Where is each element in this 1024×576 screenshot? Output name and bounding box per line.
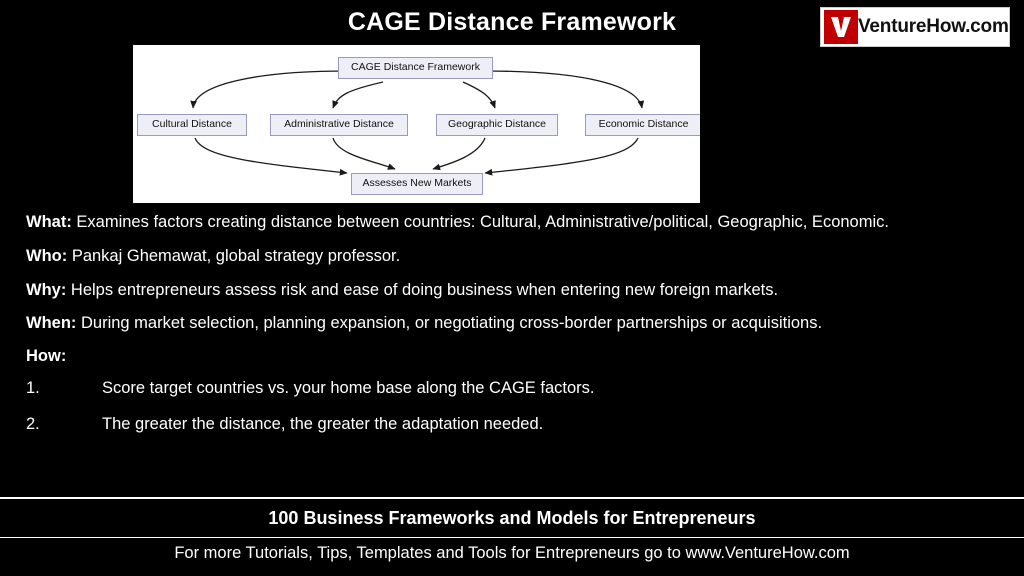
diagram-node-assesses-new-markets: Assesses New Markets [351,173,483,195]
v-checkmark-icon [824,10,858,44]
step-text: The greater the distance, the greater the adaptation needed. [102,414,544,433]
who-label: Who: [26,246,68,265]
what-text: Examines factors creating distance between countries: Cultural, Administrative/political, Geographic, Economic. [71,213,889,231]
list-item [26,414,1001,436]
footer-rule [0,537,1024,538]
step-number: 2. [26,414,40,433]
cage-diagram [133,45,700,203]
list-item [26,378,1001,400]
footer-subtitle: For more Tutorials, Tips, Templates and Tools for Entrepreneurs go to www.VentureHow.com [174,544,850,562]
what-label: What: [26,213,72,231]
diagram-node-geographic-distance: Geographic Distance [436,114,558,136]
what-paragraph [26,212,1001,234]
body-content [26,212,1001,450]
page-title: CAGE Distance Framework [347,8,677,36]
why-label: Why: [26,280,67,299]
diagram-node-administrative-distance: Administrative Distance [270,114,408,136]
diagram-node-root: CAGE Distance Framework [338,57,493,79]
who-paragraph [26,246,1001,268]
diagram-node-economic-distance: Economic Distance [585,114,700,136]
step-number: 1. [26,379,40,398]
diagram-node-cultural-distance: Cultural Distance [137,114,247,136]
step-text: Score target countries vs. your home base along the CAGE factors. [102,379,595,398]
who-text: Pankaj Ghemawat, global strategy professor. [67,246,401,265]
why-paragraph [26,280,1001,302]
footer-divider [0,497,1024,499]
venturehow-logo [820,7,1010,47]
logo-text: VentureHow.com [858,16,1009,37]
when-text: During market selection, planning expansion, or negotiating cross-border partnerships or acquisitions. [76,314,823,333]
when-label: When: [26,314,77,333]
when-paragraph [26,313,1001,335]
how-label: How: [26,347,67,366]
why-text: Helps entrepreneurs assess risk and ease of doing business when entering new foreign markets. [66,280,779,299]
footer-title: 100 Business Frameworks and Models for Entrepreneurs [268,508,756,528]
